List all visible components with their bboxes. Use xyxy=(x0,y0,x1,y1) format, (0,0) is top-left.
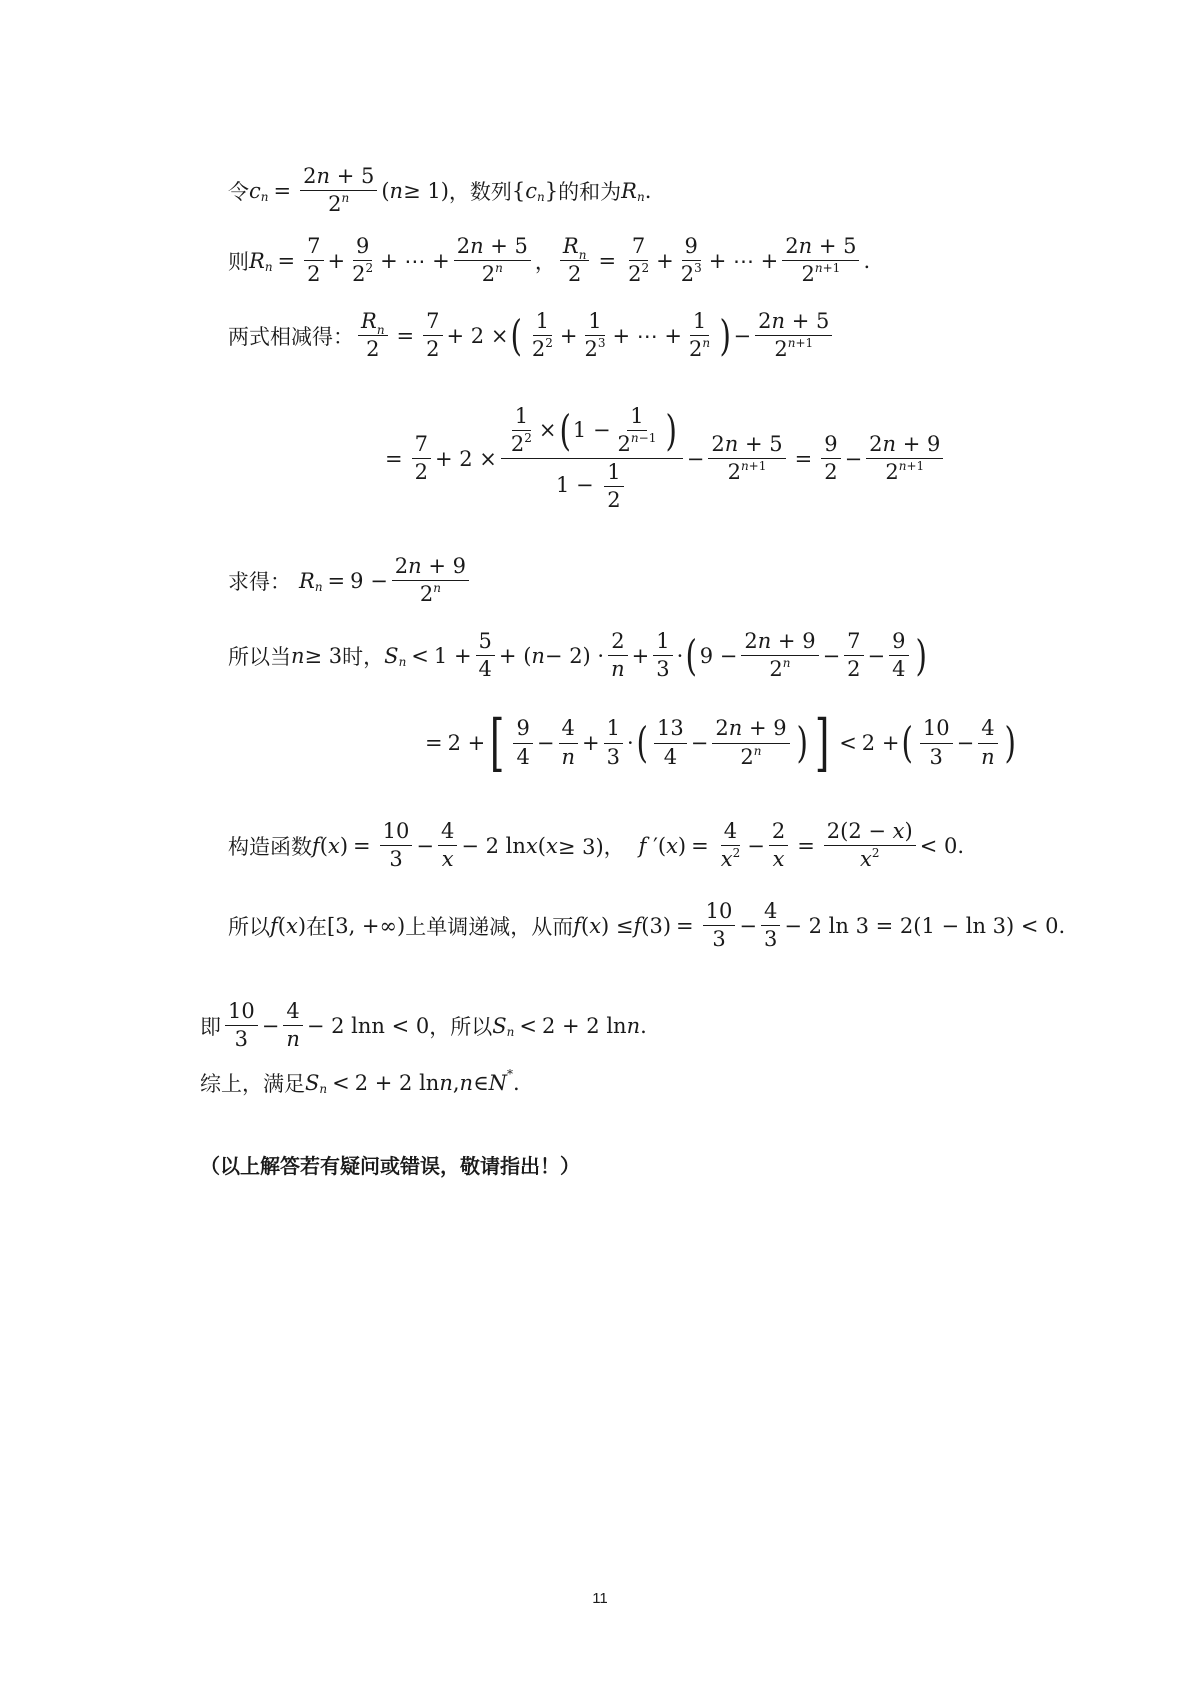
formula-line-1: 令 c n = $\frac{2n + 5}{2^n}$ ( n ≥ 1) ，数列 { c n } 的和为 R n . xyxy=(228,164,652,217)
formula-line-9: 所以 f ( x ) 在 [3, +∞) 上单调递减，从而 f ( x ) ≤ f (3) = $\frac{10}{3}$ − $\frac{4}{3}$ − 2 ln 3 = 2(1 − ln 3) < 0. xyxy=(228,899,1066,952)
text-lead: 即 xyxy=(200,1014,221,1039)
text-tail: ，数列 xyxy=(448,179,512,204)
formula-line-6: 所以当 n ≥ 3 时， S n < 1 + $\frac{5}{4}$ + ( n − 2) · $\frac{2}{n}$ + $\frac{1}{3}$ · ( 9 − $\frac{2n + 9}{2^n}$ − $\frac{7}{2}$ − $\frac{9}{4}$ ) xyxy=(228,629,927,682)
text-mid2: 上单调递减，从而 xyxy=(405,914,574,939)
text-lead: 求得： xyxy=(228,569,291,594)
text-lead: 所以当 xyxy=(228,644,291,669)
text-lead: 构造函数 xyxy=(228,834,312,859)
closing-note: （以上解答若有疑问或错误，敬请指出！） xyxy=(200,1154,580,1178)
formula-line-7: = 2 + [ $\frac{9}{4}$ − $\frac{4}{n}$ + $\frac{1}{3}$ · ( $\frac{13}{4}$ − $\frac{2n + 9}{2^n}$ ) ] < 2 + ( $\frac{10}{3}$ − $\frac{4}{n}$ ) xyxy=(425,706,1016,779)
text-lead: 两式相减得： xyxy=(228,324,354,349)
text-mid: 时， xyxy=(342,644,385,669)
text-lead: 令 xyxy=(228,179,249,204)
formula-line-2: 则 R n = $\frac{7}{2}$ + $\frac{9}{2^2}$ + ⋯ + $\frac{2n + 5}{2^n}$ ， $\frac{R_n}{2}$ = $\frac{7}{2^2}$ + $\frac{9}{2^3}$ + ⋯ + $\frac{2n + 5}{2^{n+1}}$ . xyxy=(228,234,871,287)
text-mid: ，所以 xyxy=(429,1014,493,1039)
page-number: 11 xyxy=(592,1590,608,1607)
text-mid: 在 xyxy=(306,914,328,939)
formula-line-11: 综上，满足 S n < 2 + 2 ln n , n ∈ N * . xyxy=(200,1067,520,1096)
text-lead: 所以 xyxy=(228,914,270,939)
formula-line-5: 求得： R n = 9 − $\frac{2n + 9}{2^n}$ xyxy=(228,555,473,606)
text-lead: 综上，满足 xyxy=(200,1072,305,1096)
text-tail2: 的和为 xyxy=(558,179,622,204)
text-lead: 则 xyxy=(228,249,249,274)
formula-line-8: 构造函数 f ( x ) = $\frac{10}{3}$ − $\frac{4}{x}$ − 2 ln x ( x ≥ 3)， f ′(x) = $\frac{4}{x^2}$ − $\frac{2}{x}$ = $\frac{2(2 - x)}{x^2}$ < 0. xyxy=(228,819,965,872)
formula-line-10: 即 $\frac{10}{3}$ − $\frac{4}{n}$ − 2 lnn < 0 ，所以 S n < 2 + 2 ln n . xyxy=(200,999,647,1052)
formula-line-3: 两式相减得： $\frac{R_n}{2}$ = $\frac{7}{2}$ + 2 × ( $\frac{1}{2^2}$ + $\frac{1}{2^3}$ + ⋯ + $\frac{1}{2^n}$ ) − $\frac{2n + 5}{2^{n+1}}$ xyxy=(228,310,836,361)
formula-line-4: = $\frac{7}{2}$ + 2 × $\frac{1}{2^2}$ × ( 1 − $\frac{1}{2^{n-1}}$ ) 1 − $\frac{1}{2}$ − $\frac{2n + 5}{2^{n+1}}$ = $\frac{9}{2}$ − $\frac{2n + 9}{2^{n+1}}$ xyxy=(380,405,947,512)
